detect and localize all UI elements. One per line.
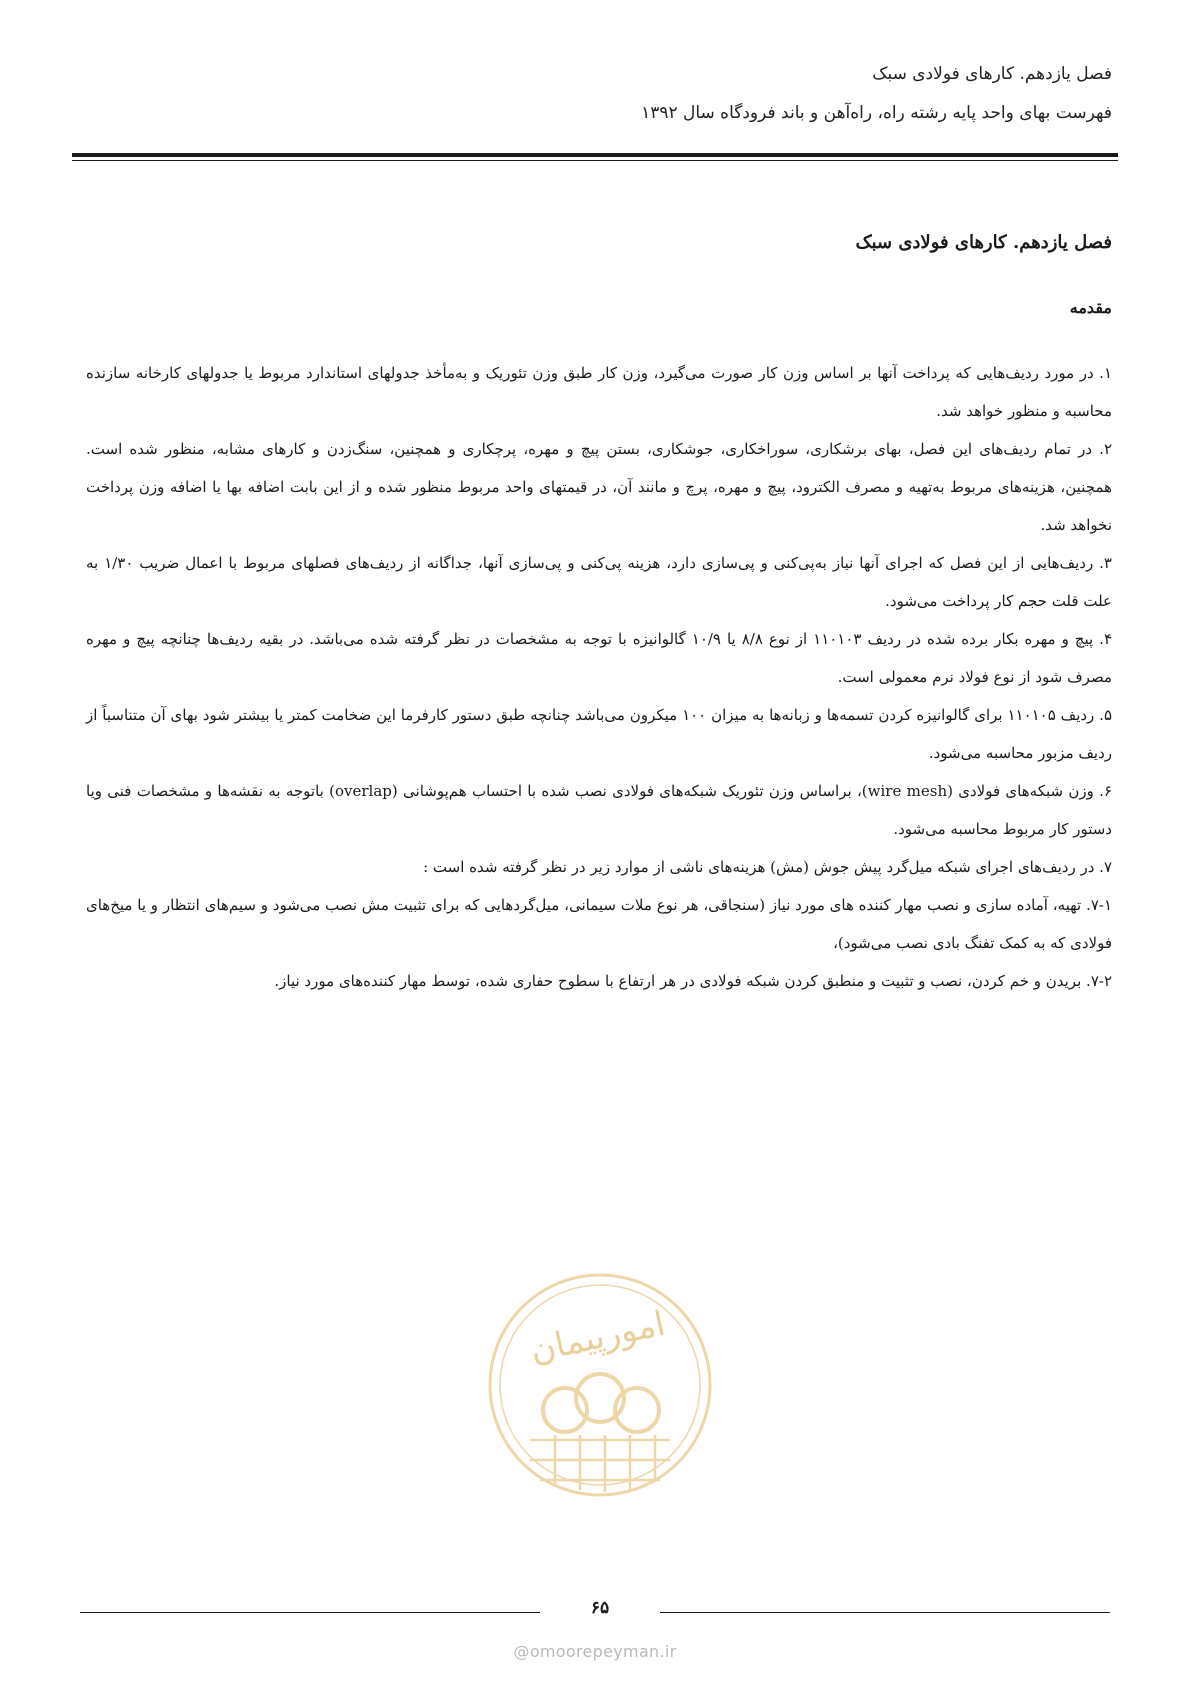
body-text (86, 354, 1112, 1000)
intro-heading: مقدمه (1069, 298, 1112, 317)
paragraph-7-1: ۷-۱. تهیه، آماده سازی و نصب مهار کننده های مورد نیاز (سنجاقی، هر نوع ملات سیمانی، میل‌گردهایی که برای تثبیت مش نصب می‌شود و سیم‌های انتظار و یا میخ‌های فولادی که به کمک تفنگ بادی نصب می‌شود)، (86, 896, 1112, 952)
seal-lettering: امورپیمان (526, 1303, 669, 1371)
paragraph-7-2: ۷-۲. بریدن و خم کردن، نصب و تثبیت و منطبق کردن شبکه فولادی در هر ارتفاع با سطوح حفاری شده، توسط مهار کننده‌های مورد نیاز. (274, 972, 1112, 990)
footer-divider-left (80, 1612, 540, 1613)
paragraph-7: ۷. در ردیف‌های اجرای شبکه میل‌گرد پیش جوش (مش) هزینه‌های ناشی از موارد زیر در نظر گرفته شده است : (423, 858, 1112, 876)
watermark-seal-icon (485, 1270, 715, 1500)
header-divider-thick (72, 153, 1118, 157)
paragraph-3: ۳. ردیف‌هایی از این فصل که اجرای آنها نیاز به‌پی‌کنی و پی‌سازی دارد، هزینه پی‌کنی و پی‌سازی آنها، جداگانه از ردیف‌های فصلهای مربوط با اعمال ضریب ۱/۳۰ به علت قلت حجم کار پرداخت می‌شود. (86, 554, 1112, 610)
page-number: ۶۵ (590, 1598, 610, 1618)
footer-divider-right (660, 1612, 1110, 1613)
paragraph-4: ۴. پیچ و مهره بکار برده شده در ردیف ۱۱۰۱۰۳ از نوع ۸/۸ یا ۱۰/۹ گالوانیزه با توجه به مشخصات در نظر گرفته شده می‌باشد. در بقیه ردیف‌ها چنانچه پیچ و مهره مصرف شود از نوع فولاد نرم معمولی است. (86, 630, 1113, 686)
paragraph-6: ۶. وزن شبکه‌های فولادی (wire mesh)، براساس وزن تئوریک شبکه‌های فولادی نصب شده با احتساب هم‌پوشانی (overlap) باتوجه به نقشه‌ها و مشخصات فنی ویا دستور کار مربوط محاسبه می‌شود. (86, 782, 1112, 838)
paragraph-1: ۱. در مورد ردیف‌هایی که پرداخت آنها بر اساس وزن کار صورت می‌گیرد، وزن کار طبق وزن تئوریک و به‌مأخذ جدولهای استاندارد مربوط یا جدولهای کارخانه سازنده محاسبه و منظور خواهد شد. (86, 364, 1112, 420)
running-header-chapter: فصل یازدهم. کارهای فولادی سبک (872, 64, 1112, 84)
paragraph-2: ۲. در تمام ردیف‌های این فصل، بهای برشکاری، سوراخکاری، جوشکاری، بستن پیچ و مهره، پرچکاری و همچنین، سنگ‌زدن و کارهای مشابه، منظور شده است. همچنین، هزینه‌های مربوط به‌تهیه و مصرف الکترود، پیچ و مهره، پرچ و مانند آن، در قیمتهای واحد مربوط منظور شده و از این بابت اضافه بها یا اضافه وزن پرداخت نخواهد شد. (86, 440, 1112, 534)
header-divider-thin (72, 160, 1118, 161)
running-header-title: فهرست بهای واحد پایه رشته راه، راه‌آهن و باند فرودگاه سال ۱۳۹۲ (641, 103, 1112, 123)
chapter-title: فصل یازدهم. کارهای فولادی سبک (855, 232, 1112, 253)
paragraph-5: ۵. ردیف ۱۱۰۱۰۵ برای گالوانیزه کردن تسمه‌ها و زبانه‌ها به میزان ۱۰۰ میکرون می‌باشد چنانچه طبق دستور کارفرما این ضخامت کمتر یا بیشتر شود بهای آن متناسباً از ردیف مزبور محاسبه می‌شود. (86, 706, 1112, 762)
watermark-url: @omoorepeyman.ir (513, 1642, 677, 1661)
